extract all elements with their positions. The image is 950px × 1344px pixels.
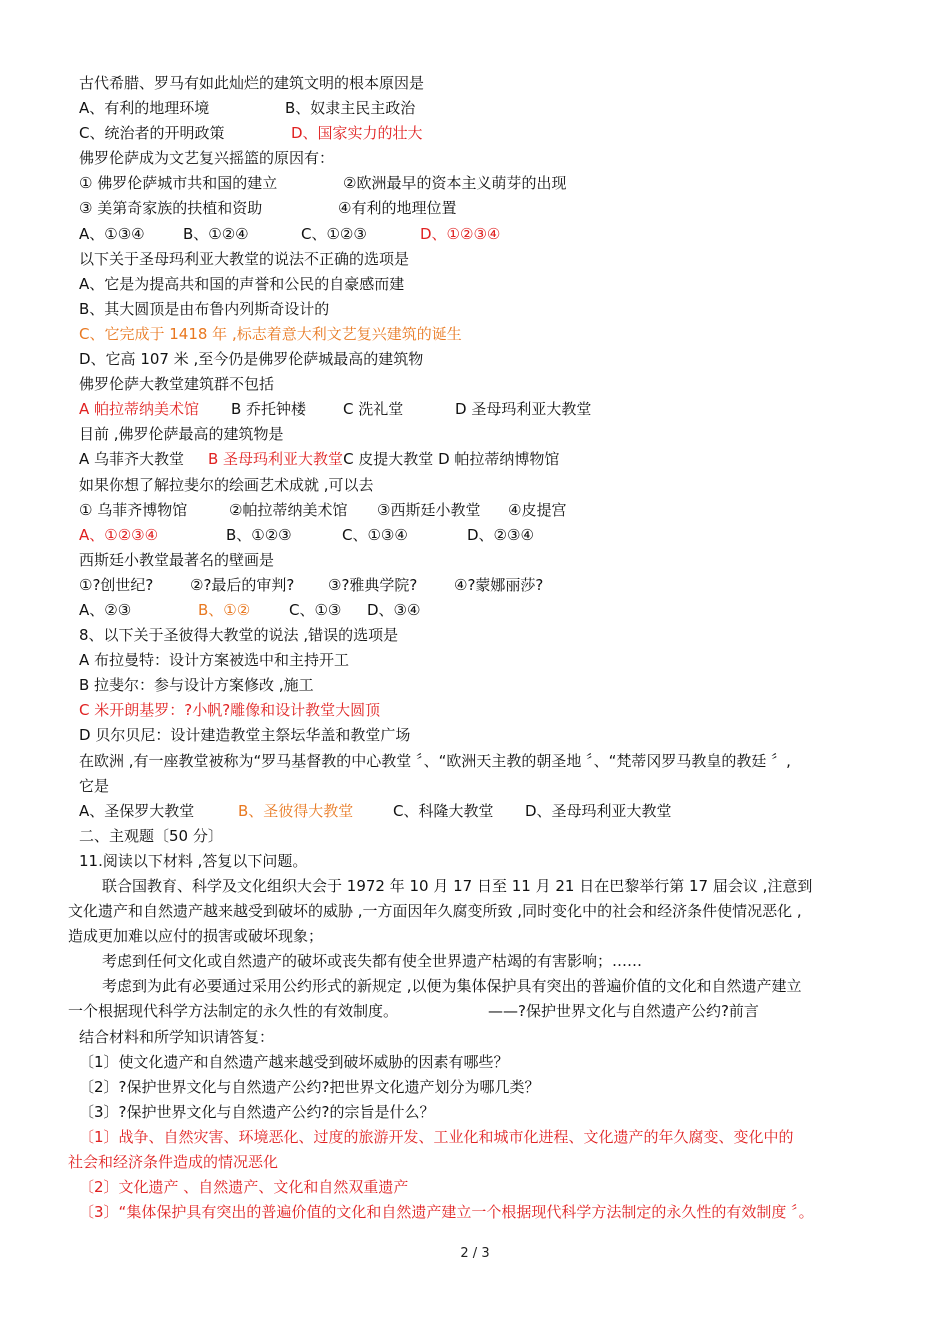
text-line [68, 473, 890, 498]
text-line [68, 1125, 890, 1150]
text-line [68, 1175, 890, 1200]
text-line [68, 824, 890, 849]
text-segment: 结合材料和所学知识请答复： [79, 1027, 275, 1046]
text-segment: C、①②③ [301, 224, 367, 243]
text-segment: C、①③ [289, 600, 342, 619]
text-segment: ③ 美第奇家族的扶植和资助 [79, 199, 263, 218]
text-line [68, 623, 890, 648]
text-segment: ③?雅典学院? [328, 575, 418, 594]
text-segment: D、③④ [367, 600, 421, 619]
text-segment: D 贝尔贝尼：设计建造教堂主祭坛华盖和教堂广场 [79, 726, 411, 745]
text-segment: A、它是为提高共和国的声誉和公民的自豪感而建 [79, 274, 405, 293]
text-segment: 古代希腊、罗马有如此灿烂的建筑文明的根本原因是 [79, 74, 425, 92]
text-line [68, 648, 890, 673]
text-segment: ②欧洲最早的资本主义萌芽的出现 [343, 174, 567, 193]
text-segment: C、科隆大教堂 [393, 801, 494, 820]
text-segment: ①?创世纪? [79, 575, 154, 594]
answer-text: B 圣母玛利亚大教堂 [208, 450, 344, 469]
answer-text: B、圣彼得大教堂 [238, 801, 354, 820]
text-segment: A、有利的地理环境 [79, 99, 210, 118]
text-segment: A、圣保罗大教堂 [79, 801, 195, 820]
text-line [68, 598, 890, 623]
text-line [68, 71, 890, 96]
text-segment: 〔3〕?保护世界文化与自然遗产公约?的宗旨是什么？ [79, 1102, 435, 1121]
text-segment: ③西斯廷小教堂 [377, 500, 481, 519]
text-line [68, 548, 890, 573]
text-line [68, 774, 890, 799]
text-segment: C、①③④ [342, 525, 408, 544]
text-line [68, 1025, 890, 1050]
text-line [68, 874, 890, 899]
text-segment: D 圣母玛利亚大教堂 [455, 400, 592, 419]
text-line [68, 1050, 890, 1075]
text-line [68, 949, 890, 974]
text-line [68, 422, 890, 447]
answer-text: B、①② [198, 600, 251, 619]
page-number: 2 / 3 [460, 1246, 490, 1261]
text-line [68, 347, 890, 372]
text-segment: B、其大圆顶是由布鲁内列斯奇设计的 [79, 299, 330, 318]
text-segment: ②帕拉蒂纳美术馆 [229, 500, 348, 519]
text-segment: C 皮提大教堂 D 帕拉蒂纳博物馆 [343, 450, 560, 469]
text-segment: B、奴隶主民主政治 [285, 99, 416, 118]
text-segment: 〔1〕使文化遗产和自然遗产越来越受到破坏威胁的因素有哪些？ [79, 1052, 509, 1071]
text-line [68, 322, 890, 347]
text-segment: B 拉斐尔：参与设计方案修改 ,施工 [79, 676, 314, 695]
text-line [68, 673, 890, 698]
text-segment: 造成更加难以应付的损害或破坏现象； [68, 927, 324, 946]
text-line [68, 447, 890, 472]
answer-text: 〔1〕战争、自然灾害、环境恶化、过度的旅游开发、工业化和城市化进程、文化遗产的年久腐变、变化中的 [79, 1127, 794, 1146]
text-segment: ④?蒙娜丽莎? [454, 575, 544, 594]
text-segment: 一个根据现代科学方法制定的永久性的有效制度。 [68, 1002, 399, 1021]
text-line [68, 749, 890, 774]
text-segment: 西斯廷小教堂最著名的壁画是 [79, 550, 275, 569]
text-line [68, 924, 890, 949]
answer-text: A 帕拉蒂纳美术馆 [79, 400, 200, 419]
text-segment: 11.阅读以下材料 ,答复以下问题。 [79, 851, 308, 870]
text-line [68, 247, 890, 272]
answer-text: 〔2〕文化遗产 、自然遗产、文化和自然双重遗产 [79, 1178, 409, 1197]
text-segment: ④皮提宫 [508, 500, 567, 519]
text-line [68, 849, 890, 874]
text-segment: 考虑到任何文化或自然遗产的破坏或丧失都有使全世界遗产枯竭的有害影响；…… [102, 952, 643, 971]
text-line [68, 196, 890, 221]
text-line [68, 1150, 890, 1175]
text-segment: 文化遗产和自然遗产越来越受到破坏的威胁 ,一方面因年久腐变所致 ,同时变化中的社会和经济条件使情况恶化 , [68, 902, 802, 921]
answer-text: 〔3〕“集体保护具有突出的普遍价值的文化和自然遗产建立一个根据现代科学方法制定的永久性的有效制度 〞。 [79, 1203, 814, 1222]
text-segment: C、统治者的开明政策 [79, 124, 225, 143]
text-segment: B、①②③ [226, 525, 292, 544]
text-segment: 8、以下关于圣彼得大教堂的说法 ,错误的选项是 [79, 626, 399, 645]
text-segment: ——?保护世界文化与自然遗产公约?前言 [488, 1002, 759, 1021]
text-segment: ④有利的地理位置 [338, 199, 457, 218]
text-segment: 目前 ,佛罗伦萨最高的建筑物是 [79, 425, 284, 444]
text-line [68, 573, 890, 598]
text-line [68, 272, 890, 297]
text-line [68, 372, 890, 397]
answer-text: A、①②③④ [79, 525, 159, 544]
text-line [68, 1100, 890, 1125]
text-segment: ① 乌菲齐博物馆 [79, 500, 188, 519]
text-line [68, 222, 890, 247]
text-segment: A 布拉曼特：设计方案被选中和主持开工 [79, 651, 350, 670]
text-line [68, 121, 890, 146]
text-line [68, 899, 890, 924]
answer-text: D、①②③④ [420, 224, 501, 243]
text-line [68, 1200, 890, 1225]
text-segment: D、圣母玛利亚大教堂 [525, 801, 672, 820]
text-line [68, 297, 890, 322]
text-segment: 二、主观题〔50 分〕 [79, 826, 223, 845]
text-line [68, 974, 890, 999]
text-line [68, 523, 890, 548]
text-line [68, 171, 890, 196]
answer-text: D、国家实力的壮大 [291, 124, 423, 143]
answer-text: C、它完成于 1418 年 ,标志着意大利文艺复兴建筑的诞生 [79, 324, 462, 343]
text-line [68, 1075, 890, 1100]
text-segment: ① 佛罗伦萨城市共和国的建立 [79, 174, 278, 193]
text-line [68, 397, 890, 422]
text-segment: 联合国教育、科学及文化组织大会于 1972 年 10 月 17 日至 11 月 21 日在巴黎举行第 17 届会议 ,注意到 [102, 877, 813, 895]
text-line [68, 96, 890, 121]
text-segment: 在欧洲 ,有一座教堂被称为“罗马基督教的中心教堂 〞、“欧洲天主教的朝圣地 〞、“梵蒂冈罗马教皇的教廷 〞, [79, 751, 791, 770]
text-line [68, 723, 890, 748]
answer-text: C 米开朗基罗：?小帆?雕像和设计教堂大圆顶 [79, 701, 381, 720]
text-segment: ②?最后的审判? [190, 575, 295, 594]
text-segment: 佛罗伦萨成为文艺复兴摇篮的原因有： [79, 149, 335, 168]
text-segment: 〔2〕?保护世界文化与自然遗产公约?把世界文化遗产划分为哪几类？ [79, 1077, 540, 1096]
text-line [68, 799, 890, 824]
text-line [68, 498, 890, 523]
text-segment: 如果你想了解拉斐尔的绘画艺术成就 ,可以去 [79, 475, 374, 494]
text-segment: B、①②④ [183, 224, 249, 243]
text-segment: B 乔托钟楼 [231, 400, 307, 419]
text-segment: A 乌菲齐大教堂 [79, 450, 185, 469]
text-segment: A、②③ [79, 600, 132, 619]
text-segment: D、②③④ [467, 525, 534, 544]
text-segment: D、它高 107 米 ,至今仍是佛罗伦萨城最高的建筑物 [79, 350, 424, 369]
answer-text: 社会和经济条件造成的情况恶化 [68, 1153, 279, 1172]
text-segment: 它是 [79, 776, 110, 795]
text-line [68, 146, 890, 171]
text-segment: C 洗礼堂 [343, 400, 404, 419]
text-segment: 佛罗伦萨大教堂建筑群不包括 [79, 375, 275, 394]
text-segment: A、①③④ [79, 224, 145, 243]
text-segment: 考虑到为此有必要通过采用公约形式的新规定 ,以便为集体保护具有突出的普遍价值的文化和自然遗产建立 [102, 977, 802, 996]
text-segment: 以下关于圣母玛利亚大教堂的说法不正确的选项是 [79, 249, 410, 268]
text-line [68, 698, 890, 723]
text-line [68, 999, 890, 1024]
document-body [68, 71, 890, 1225]
